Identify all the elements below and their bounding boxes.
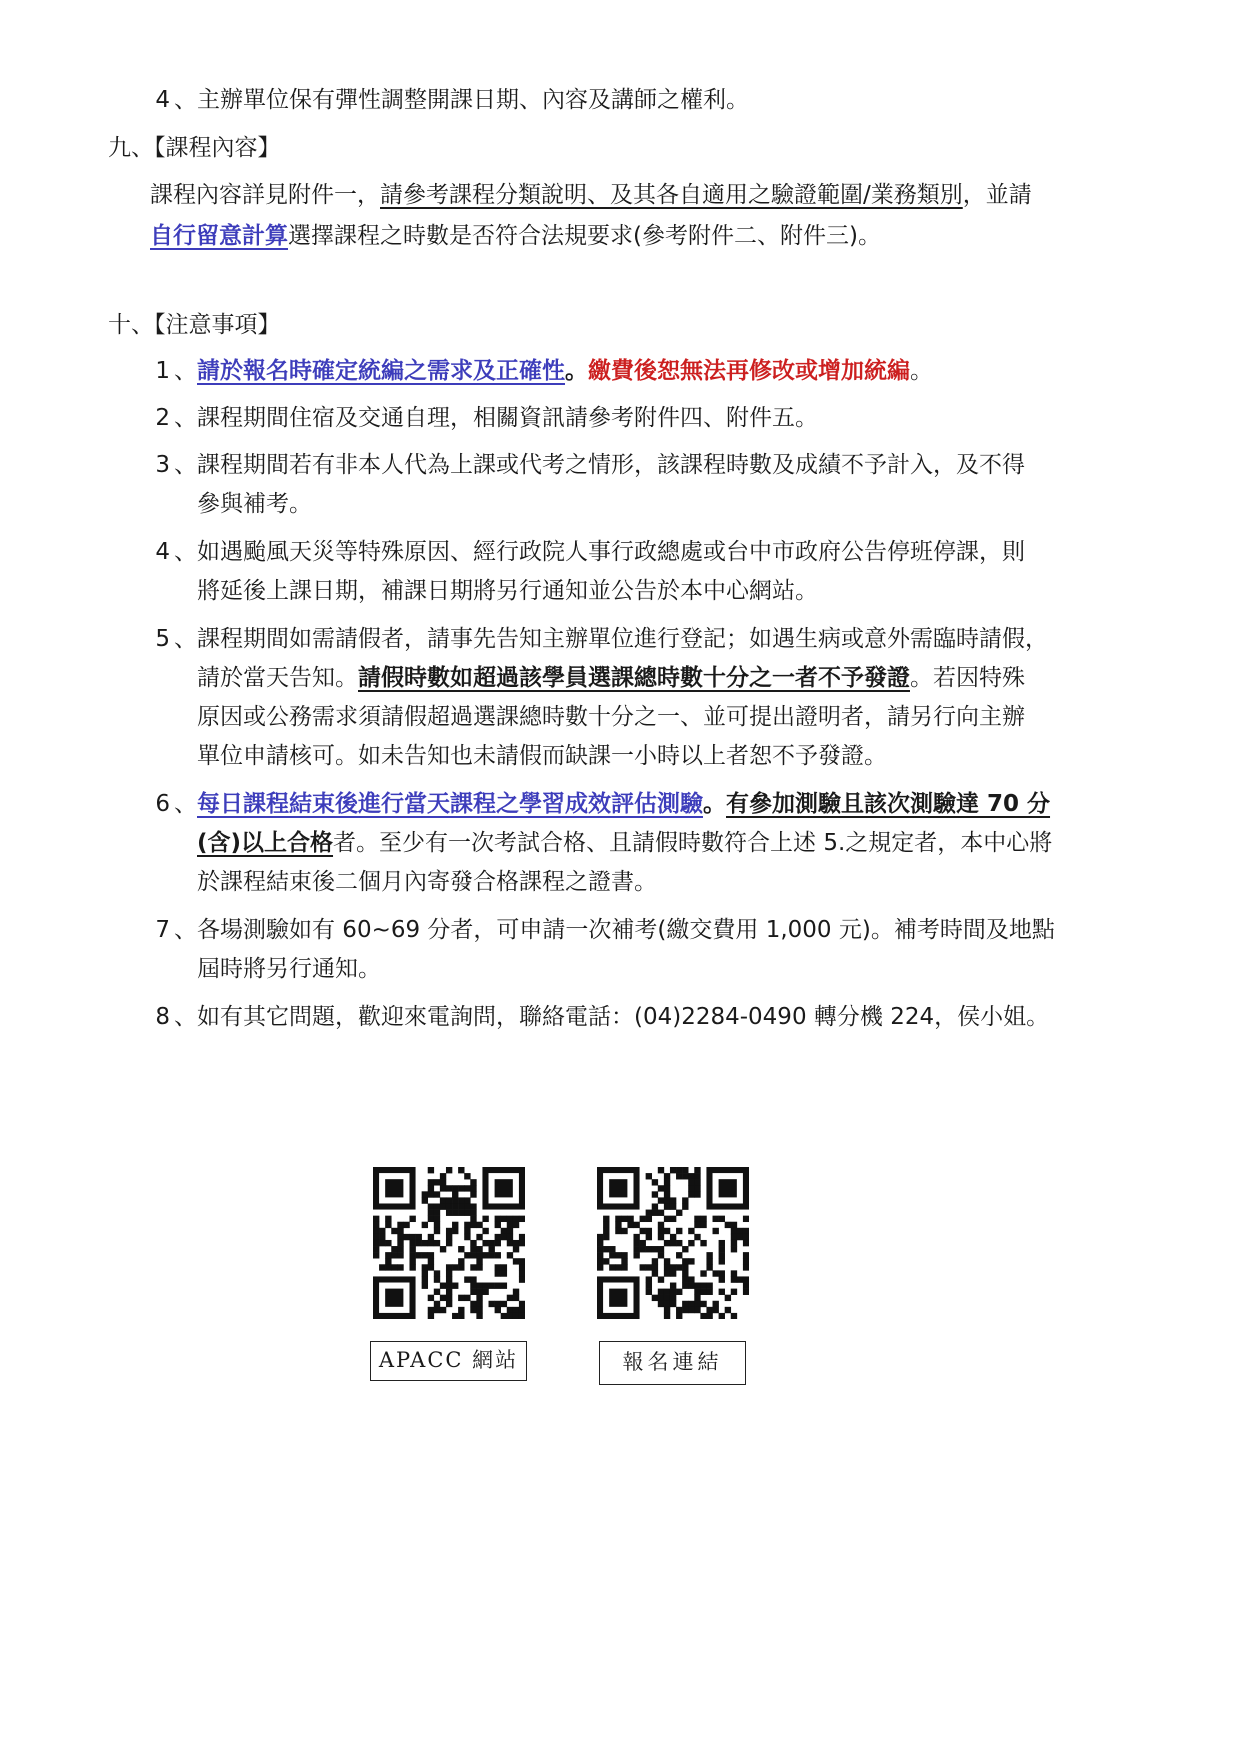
highlight-text: 請於報名時確定統編之需求及正確性: [197, 358, 565, 384]
item-text: [197, 828, 1052, 858]
item-number: 1: [155, 358, 170, 384]
item-text: 課程期間如需請假者，請事先告知主辦單位進行登記；如遇生病或意外需臨時請假，: [197, 626, 1048, 652]
item-text: [197, 663, 1025, 693]
text-run: 課程內容詳見附件一，: [150, 182, 380, 208]
item-text: 各場測驗如有 60~69 分者，可申請一次補考(繳交費用 1,000 元)。補考時間及地點: [197, 917, 1055, 943]
item-text: 將延後上課日期，補課日期將另行通知並公告於本中心網站。: [197, 578, 818, 604]
item-text: 如遇颱風天災等特殊原因、經行政院人事行政總處或台中市政府公告停班停課，則: [197, 539, 1025, 565]
item-text: 如有其它問題，歡迎來電詢問，聯絡電話：(04)2284-0490 轉分機 224，侯小姐。: [197, 1004, 1050, 1030]
item-separator: 、: [174, 87, 197, 113]
apacc-website-qr-code[interactable]: [373, 1167, 525, 1319]
item-separator: 、: [174, 405, 197, 431]
course-content-paragraph-line2: [150, 221, 881, 251]
text-run: 請於當天告知。: [197, 665, 358, 691]
text-run: 。: [565, 358, 588, 384]
highlight-text: 每日課程結束後進行當天課程之學習成效評估測驗: [197, 791, 703, 817]
item-number: 7: [155, 917, 170, 943]
item-number: 4: [155, 87, 170, 113]
highlight-text: 自行留意計算: [150, 223, 288, 249]
item-text: 於課程結束後二個月內寄發合格課程之證書。: [197, 869, 657, 895]
text-run: 選擇課程之時數是否符合法規要求(參考附件二、附件三)。: [288, 223, 881, 249]
registration-link-label: 報名連結: [599, 1341, 746, 1385]
item-text: 單位申請核可。如未告知也未請假而缺課一小時以上者恕不予發證。: [197, 743, 887, 769]
course-content-paragraph: [150, 180, 1032, 210]
item-text: [197, 356, 933, 386]
emphasis-text: 有參加測驗且該次測驗達 70 分: [726, 791, 1051, 817]
text-run: 。: [910, 358, 933, 384]
item-text: 課程期間住宿及交通自理，相關資訊請參考附件四、附件五。: [197, 405, 818, 431]
item-text: 主辦單位保有彈性調整開課日期、內容及講師之權利。: [197, 87, 749, 113]
warning-text: 繳費後恕無法再修改或增加統編: [588, 358, 910, 384]
item-text: 原因或公務需求須請假超過選課總時數十分之一、並可提出證明者，請另行向主辦: [197, 704, 1025, 730]
underlined-text: 請參考課程分類說明、及其各自適用之驗證範圍/業務類別: [380, 182, 963, 208]
item-separator: 、: [174, 539, 197, 565]
apacc-website-label: APACC 網站: [370, 1341, 527, 1381]
text-run: 者。至少有一次考試合格、且請假時數符合上述 5.之規定者，本中心將: [333, 830, 1053, 856]
section-heading-course-content: 九、【課程內容】: [108, 135, 281, 161]
emphasis-text: (含)以上合格: [197, 830, 334, 856]
item-number: 4: [155, 539, 170, 565]
item-separator: 、: [174, 626, 197, 652]
text-run: ，並請: [962, 182, 1032, 208]
item-number: 2: [155, 405, 170, 431]
item-number: 8: [155, 1004, 170, 1030]
section-heading-notes: 十、【注意事項】: [108, 312, 281, 338]
registration-link-qr-code[interactable]: [597, 1167, 749, 1319]
text-run: 。若因特殊: [910, 665, 1025, 691]
emphasis-text: 請假時數如超過該學員選課總時數十分之一者不予發證: [358, 665, 910, 691]
item-text: 屆時將另行通知。: [197, 956, 381, 982]
item-number: 6: [155, 791, 170, 817]
item-separator: 、: [174, 358, 197, 384]
item-text: [197, 789, 1050, 819]
text-run: 。: [703, 791, 726, 817]
item-separator: 、: [174, 917, 197, 943]
item-separator: 、: [174, 791, 197, 817]
item-separator: 、: [174, 452, 197, 478]
item-text: 參與補考。: [197, 491, 312, 517]
item-separator: 、: [174, 1004, 197, 1030]
item-text: 課程期間若有非本人代為上課或代考之情形，該課程時數及成績不予計入，及不得: [197, 452, 1025, 478]
item-number: 5: [155, 626, 170, 652]
item-number: 3: [155, 452, 170, 478]
